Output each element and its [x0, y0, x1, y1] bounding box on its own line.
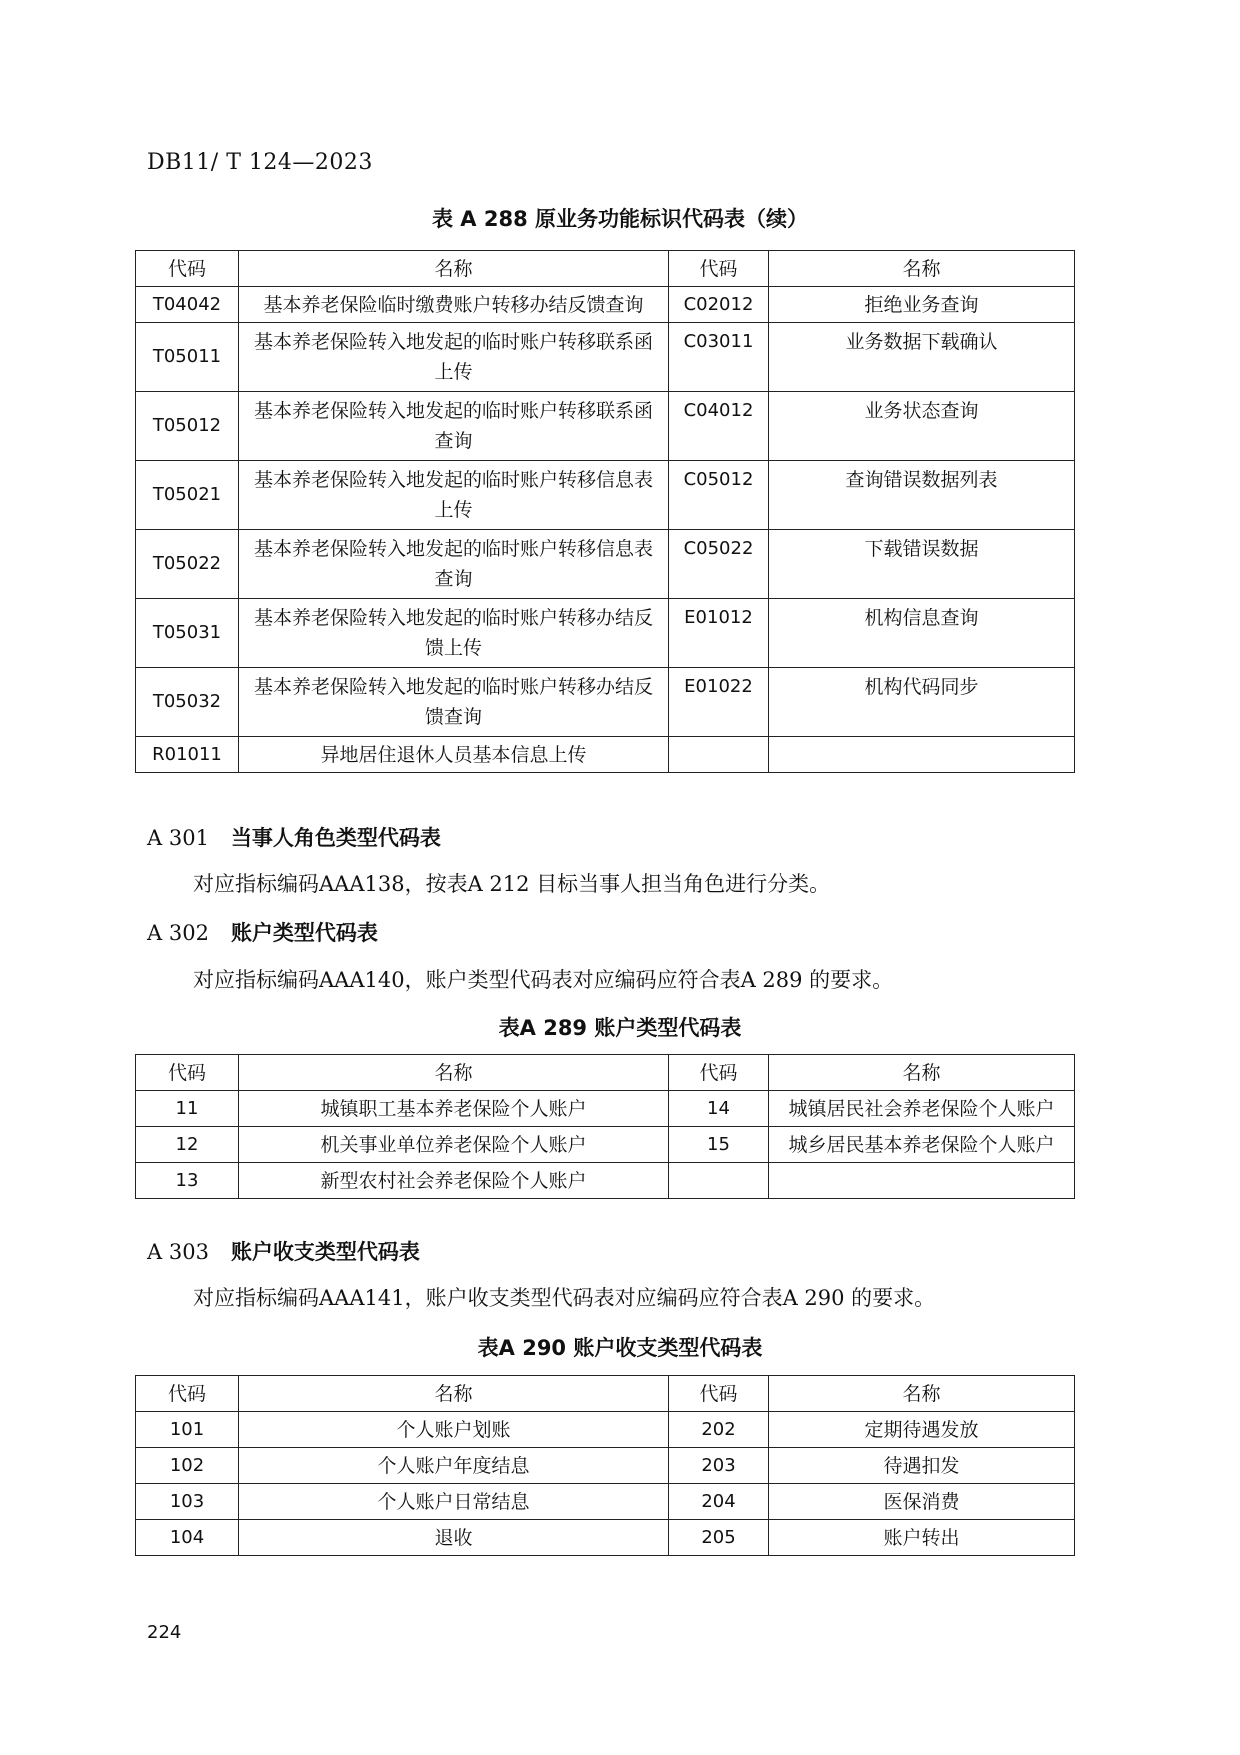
- table-row: [136, 1127, 1075, 1163]
- name-cell: 退收: [239, 1520, 669, 1556]
- table-row: [136, 323, 1075, 392]
- section-a302-text: 对应指标编码AAA140，账户类型代码表对应编码应符合表A 289 的要求。: [193, 968, 894, 992]
- name-cell: [769, 737, 1075, 773]
- name-cell: 定期待遇发放: [769, 1412, 1075, 1448]
- name-cell: 个人账户年度结息: [239, 1448, 669, 1484]
- name-cell: 城乡居民基本养老保险个人账户: [769, 1127, 1075, 1163]
- name-cell: 下载错误数据: [769, 530, 1075, 599]
- code-cell: C05012: [669, 461, 769, 530]
- code-cell: 103: [136, 1484, 239, 1520]
- table-row: [136, 287, 1075, 323]
- section-a303-number: A 303: [147, 1240, 209, 1264]
- table-290-caption: 表A 290 账户收支类型代码表: [477, 1336, 763, 1360]
- code-cell: 205: [669, 1520, 769, 1556]
- code-cell: E01022: [669, 668, 769, 737]
- name-cell: 业务数据下载确认: [769, 323, 1075, 392]
- table-row: [136, 530, 1075, 599]
- code-cell: T05032: [136, 668, 239, 737]
- code-cell: T05021: [136, 461, 239, 530]
- table-row: [136, 461, 1075, 530]
- section-a302-number: A 302: [147, 921, 209, 945]
- page-number: 224: [147, 1622, 182, 1643]
- code-cell: E01012: [669, 599, 769, 668]
- section-a301-text: 对应指标编码AAA138，按表A 212 目标当事人担当角色进行分类。: [193, 872, 831, 896]
- header-cell: 代码: [136, 1376, 239, 1412]
- table-289-caption: 表A 289 账户类型代码表: [498, 1016, 742, 1040]
- table-header-row: [136, 1376, 1075, 1412]
- table-290: [135, 1375, 1075, 1556]
- name-cell: 基本养老保险转入地发起的临时账户转移联系函查询: [239, 392, 669, 461]
- name-cell: 机关事业单位养老保险个人账户: [239, 1127, 669, 1163]
- table-row: [136, 1520, 1075, 1556]
- code-cell: 15: [669, 1127, 769, 1163]
- header-cell: 名称: [239, 251, 669, 287]
- section-a301-number: A 301: [147, 826, 209, 850]
- table-row: [136, 1484, 1075, 1520]
- section-a301: [147, 822, 441, 852]
- name-cell: 机构代码同步: [769, 668, 1075, 737]
- table-290-body: [136, 1376, 1075, 1556]
- code-cell: [669, 1163, 769, 1199]
- section-a303-text: 对应指标编码AAA141，账户收支类型代码表对应编码应符合表A 290 的要求。: [193, 1286, 936, 1310]
- table-288-caption: 表 A 288 原业务功能标识代码表（续）: [431, 207, 809, 231]
- code-cell: 14: [669, 1091, 769, 1127]
- name-cell: 新型农村社会养老保险个人账户: [239, 1163, 669, 1199]
- section-a303-title: 账户收支类型代码表: [230, 1240, 420, 1264]
- code-cell: C04012: [669, 392, 769, 461]
- header-cell: 名称: [239, 1055, 669, 1091]
- table-header-row: [136, 1055, 1075, 1091]
- table-row: [136, 392, 1075, 461]
- name-cell: 机构信息查询: [769, 599, 1075, 668]
- code-cell: 204: [669, 1484, 769, 1520]
- code-cell: 102: [136, 1448, 239, 1484]
- name-cell: 基本养老保险转入地发起的临时账户转移信息表查询: [239, 530, 669, 599]
- name-cell: 医保消费: [769, 1484, 1075, 1520]
- code-cell: 12: [136, 1127, 239, 1163]
- name-cell: [769, 1163, 1075, 1199]
- table-row: [136, 599, 1075, 668]
- header-cell: 名称: [769, 1376, 1075, 1412]
- header-cell: 名称: [769, 1055, 1075, 1091]
- header-cell: 代码: [136, 1055, 239, 1091]
- header-cell: 代码: [669, 1376, 769, 1412]
- table-289: [135, 1054, 1075, 1199]
- code-cell: T04042: [136, 287, 239, 323]
- name-cell: 基本养老保险临时缴费账户转移办结反馈查询: [239, 287, 669, 323]
- name-cell: 账户转出: [769, 1520, 1075, 1556]
- code-cell: C03011: [669, 323, 769, 392]
- name-cell: 基本养老保险转入地发起的临时账户转移办结反馈上传: [239, 599, 669, 668]
- section-a303: [147, 1236, 420, 1266]
- code-cell: C05022: [669, 530, 769, 599]
- table-row: [136, 1448, 1075, 1484]
- code-cell: 202: [669, 1412, 769, 1448]
- section-a302: [147, 917, 378, 947]
- name-cell: 个人账户日常结息: [239, 1484, 669, 1520]
- name-cell: 拒绝业务查询: [769, 287, 1075, 323]
- code-cell: 11: [136, 1091, 239, 1127]
- section-a302-title: 账户类型代码表: [230, 921, 378, 945]
- code-cell: T05012: [136, 392, 239, 461]
- header-cell: 代码: [669, 1055, 769, 1091]
- code-cell: T05022: [136, 530, 239, 599]
- table-row: [136, 1091, 1075, 1127]
- table-row: [136, 1412, 1075, 1448]
- name-cell: 个人账户划账: [239, 1412, 669, 1448]
- code-cell: 104: [136, 1520, 239, 1556]
- code-cell: 203: [669, 1448, 769, 1484]
- code-cell: T05011: [136, 323, 239, 392]
- header-cell: 名称: [239, 1376, 669, 1412]
- code-cell: R01011: [136, 737, 239, 773]
- name-cell: 待遇扣发: [769, 1448, 1075, 1484]
- table-289-body: [136, 1055, 1075, 1199]
- name-cell: 基本养老保险转入地发起的临时账户转移信息表上传: [239, 461, 669, 530]
- name-cell: 基本养老保险转入地发起的临时账户转移办结反馈查询: [239, 668, 669, 737]
- name-cell: 查询错误数据列表: [769, 461, 1075, 530]
- name-cell: 基本养老保险转入地发起的临时账户转移联系函上传: [239, 323, 669, 392]
- document-code: DB11/ T 124—2023: [147, 150, 373, 175]
- table-288: [135, 250, 1075, 773]
- table-row: [136, 737, 1075, 773]
- name-cell: 城镇职工基本养老保险个人账户: [239, 1091, 669, 1127]
- code-cell: 101: [136, 1412, 239, 1448]
- header-cell: 代码: [136, 251, 239, 287]
- table-row: [136, 668, 1075, 737]
- code-cell: C02012: [669, 287, 769, 323]
- code-cell: [669, 737, 769, 773]
- name-cell: 城镇居民社会养老保险个人账户: [769, 1091, 1075, 1127]
- code-cell: 13: [136, 1163, 239, 1199]
- section-a301-title: 当事人角色类型代码表: [230, 826, 441, 850]
- header-cell: 名称: [769, 251, 1075, 287]
- table-row: [136, 1163, 1075, 1199]
- table-288-body: [136, 251, 1075, 773]
- code-cell: T05031: [136, 599, 239, 668]
- header-cell: 代码: [669, 251, 769, 287]
- table-header-row: [136, 251, 1075, 287]
- name-cell: 异地居住退休人员基本信息上传: [239, 737, 669, 773]
- name-cell: 业务状态查询: [769, 392, 1075, 461]
